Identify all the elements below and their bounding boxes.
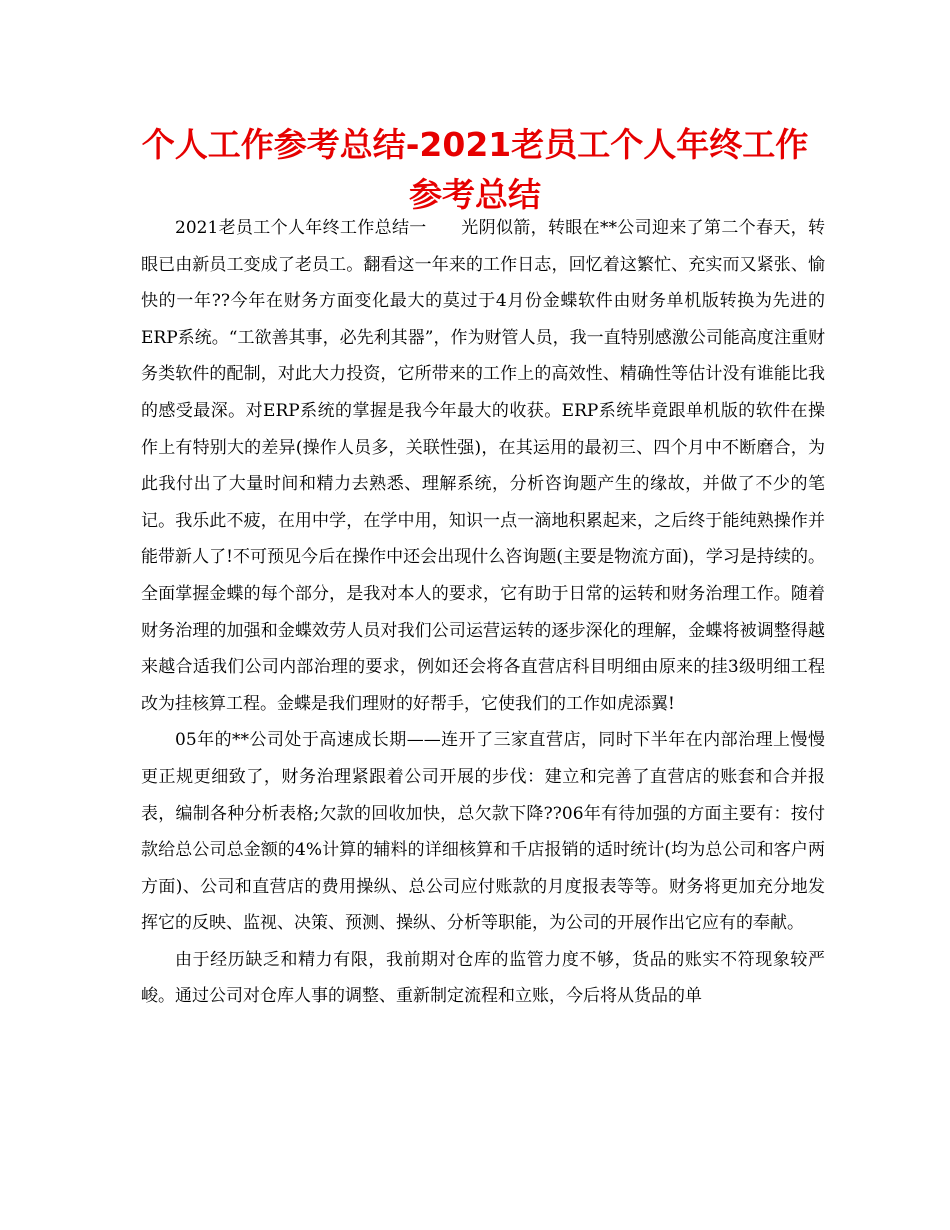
- paragraph: 05年的**公司处于高速成长期——连开了三家直营店，同时下半年在内部治理上慢慢更正规更细致了，财务治理紧跟着公司开展的步伐：建立和完善了直营店的账套和合并报表，编制各种分析表格;欠款的回收加快，总欠款下降??06年有待加强的方面主要有：按付款给总公司总金额的4%计算的辅料的详细核算和千店报销的适时统计(均为总公司和客户两方面)、公司和直营店的费用操纵、总公司应付账款的月度报表等等。财务将更加充分地发挥它的反映、监视、决策、预测、操纵、分析等职能，为公司的开展作出它应有的奉献。: [141, 730, 825, 934]
- document-title: 个人工作参考总结-2021老员工个人年终工作参考总结: [141, 125, 809, 214]
- paragraph: 2021老员工个人年终工作总结一 光阴似箭，转眼在**公司迎来了第二个春天，转眼已由新员工变成了老员工。翻看这一年来的工作日志，回忆着这繁忙、充实而又紧张、愉快的一年??今年在财务方面变化最大的莫过于4月份金蝶软件由财务单机版转换为先进的ERP系统。“工欲善其事，必先利其器”，作为财管人员，我一直特别感激公司能高度注重财务类软件的配制，对此大力投资，它所带来的工作上的高效性、精确性等估计没有谁能比我的感受最深。对ERP系统的掌握是我今年最大的收获。ERP系统毕竟跟单机版的软件在操作上有特别大的差异(操作人员多，关联性强)，在其运用的最初三、四个月中不断磨合，为此我付出了大量时间和精力去熟悉、理解系统，分析咨询题产生的缘故，并做了不少的笔记。我乐此不疲，在用中学，在学中用，知识一点一滴地积累起来，之后终于能纯熟操作并能带新人了!不可预见今后在操作中还会出现什么咨询题(主要是物流方面)，学习是持续的。全面掌握金蝶的每个部分，是我对本人的要求，它有助于日常的运转和财务治理工作。随着财务治理的加强和金蝶效劳人员对我们公司运营运转的逐步深化的理解，金蝶将被调整得越来越合适我们公司内部治理的要求，例如还会将各直营店科目明细由原来的挂3级明细工程改为挂核算工程。金蝶是我们理财的好帮手，它使我们的工作如虎添翼!: [141, 218, 825, 714]
- paragraph: 由于经历缺乏和精力有限，我前期对仓库的监管力度不够，货品的账实不符现象较严峻。通过公司对仓库人事的调整、重新制定流程和立账，今后将从货品的单: [141, 949, 825, 1007]
- document-body: [141, 210, 825, 1015]
